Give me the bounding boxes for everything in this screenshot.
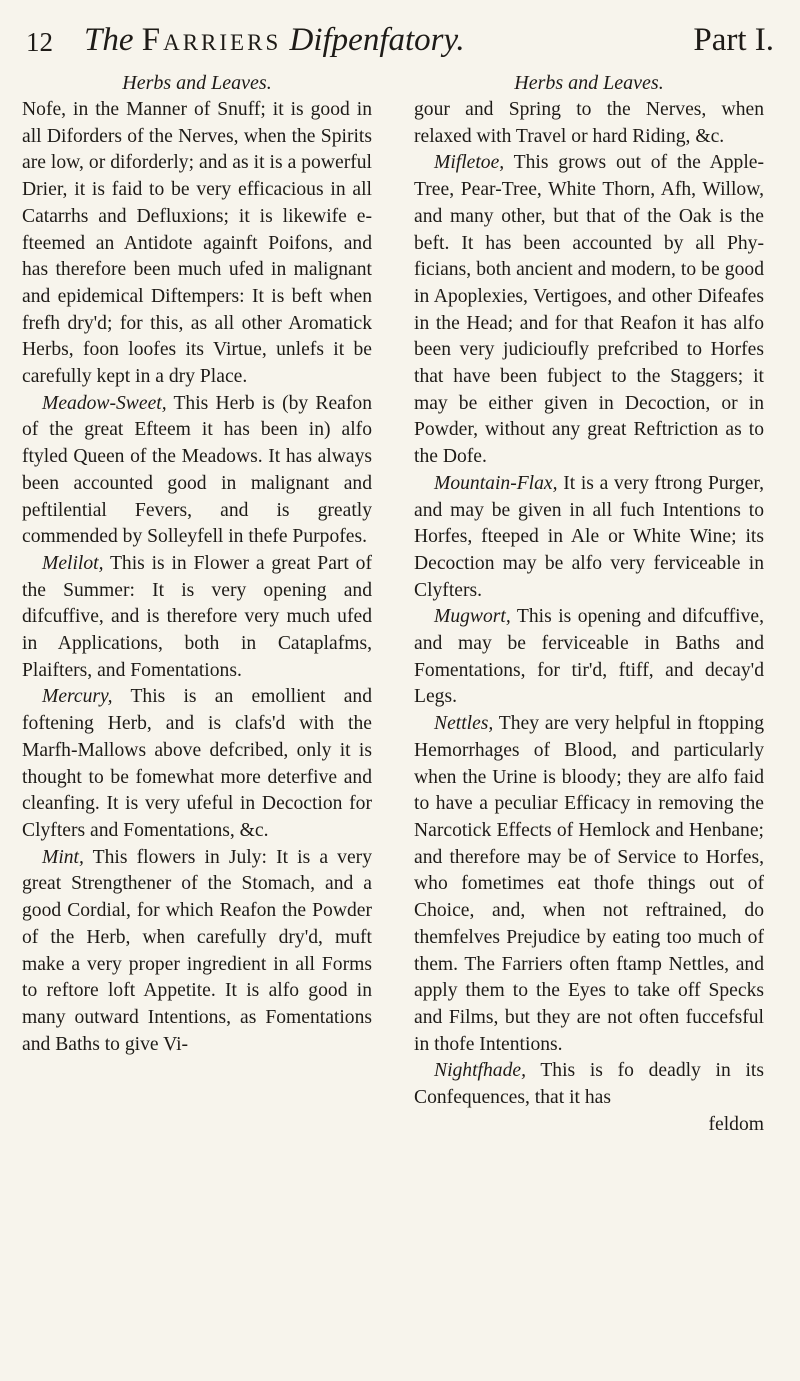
entry-mountain-flax bbox=[414, 471, 764, 605]
entry-text: This flowers in July: It is a very great Strengthener of the Stomach, and a good Cordial, for which Reafon the Powder of the Herb, when carefully dry'd, muft make a very proper ingredient in all Forms to reftore loft Appetite. It is alfo good in many outward Intentions, as Fomentations and Baths to give Vi- bbox=[22, 846, 372, 1055]
entry-mugwort bbox=[414, 604, 764, 711]
title-dispensatory: Difpenfatory. bbox=[289, 22, 465, 58]
entry-text: This Herb is (by Reafon of the great Efteem it has been in) alfo ftyled Queen of the Meadows. It has always been accounted good in malignant and peftilential Fevers, and is greatly commended by Solleyfell in thefe Purpofes. bbox=[22, 392, 372, 548]
continuation-paragraph: gour and Spring to the Nerves, when relaxed with Travel or hard Riding, &c. bbox=[414, 99, 764, 147]
entry-term: Meadow-Sweet, bbox=[42, 392, 167, 414]
title-the: The bbox=[84, 22, 134, 58]
entry-text: This is fo deadly in its Confequences, that it has bbox=[414, 1060, 764, 1109]
entry-mercury bbox=[22, 684, 372, 844]
catchword: feldom bbox=[708, 1113, 764, 1135]
entry-text: They are very helpful in ftopping Hemorrhages of Blood, and particularly when the Urine is bloody; they are alfo faid to have a peculiar Efficacy in removing the Narcotick Effects of Hemlock and Henbane; and therefore may be of Service to Horfes, who fometimes eat thofe things out of Choice, and, when not reftrained, do themfelves Prejudice by eating too much of them. The Farriers often ftamp Nettles, and apply them to the Eyes to take off Specks and Films, but they are not often fuccefsful in thofe Intentions. bbox=[414, 713, 764, 1055]
right-column-heading: Herbs and Leaves. bbox=[514, 72, 664, 94]
entry-nettles bbox=[414, 711, 764, 1058]
entry-text: This is in Flower a great Part of the Summer: It is very opening and difcuffive, and is therefore very much ufed in Applications, both in Cataplafms, Plaifters, and Fomentations. bbox=[22, 552, 372, 681]
entry-term: Mercury, bbox=[42, 686, 113, 708]
running-header bbox=[24, 18, 776, 62]
entry-meadow-sweet bbox=[22, 391, 372, 551]
entry-text: This is opening and difcuffive, and may be ferviceable in Baths and Fomentations, for tir'd, ftiff, and decay'd Legs. bbox=[414, 606, 764, 708]
entry-text: It is a very ftrong Purger, and may be given in all fuch Intentions to Horfes, fteeped in Ale or White Wine; its Decoction may be alfo very ferviceable in Clyfters. bbox=[414, 472, 764, 601]
entry-melilot bbox=[22, 551, 372, 685]
entry-nightshade bbox=[414, 1058, 764, 1111]
left-column-heading: Herbs and Leaves. bbox=[122, 72, 272, 94]
entry-term: Mint, bbox=[42, 846, 84, 868]
page-number: 12 bbox=[26, 27, 53, 57]
entry-term: Mifletoe, bbox=[434, 152, 505, 174]
entry-term: Mugwort, bbox=[434, 606, 511, 628]
entry-misletoe bbox=[414, 150, 764, 470]
entry-term: Melilot, bbox=[42, 552, 104, 574]
entry-text: This grows out of the Apple-Tree, Pear-Tree, White Thorn, Afh, Willow, and many other, but that of the Oak is the beft. It has been accounted by all Phyficians, both ancient and modern, to be good in Apoplexies, Vertigoes, and other Difeafes in the Head; and for that Reafon it has alfo been very judicioufly prefcribed to Horfes that have been fubject to the Staggers; it may be either given in Decoction, or in Powder, without any great Reftriction as to the Dofe. bbox=[414, 152, 764, 468]
entry-term: Nettles, bbox=[434, 713, 494, 735]
part-label: Part I. bbox=[693, 22, 774, 58]
entry-term: Nightfhade, bbox=[434, 1060, 526, 1082]
title-farriers: Farriers bbox=[141, 22, 282, 58]
left-column bbox=[22, 97, 372, 1379]
entry-text: This is an emollient and foftening Herb, and is clafs'd with the Marfh-Mallows above defcribed, only it is thought to be fomewhat more deterfive and cleanfing. It is very ufeful in Decoction for Clyfters and Fomentations, &c. bbox=[22, 686, 372, 841]
entry-mint bbox=[22, 845, 372, 1059]
continuation-paragraph: Nofe, in the Manner of Snuff; it is good in all Diforders of the Nerves, when the Spirits are low, or diforderly; and as it is a powerful Drier, it is faid to be very efficacious in all Catarrhs and Defluxions; it is likewife efteemed an Antidote againft Poifons, and has therefore been much ufed in malignant and epidemical Diftempers: It is beft when frefh dry'd; for this, as all other Aromatick Herbs, foon loofes its Virtue, unlefs it be carefully kept in a dry Place. bbox=[22, 99, 372, 388]
right-column bbox=[414, 97, 764, 1379]
running-title bbox=[84, 18, 465, 62]
entry-term: Mountain-Flax, bbox=[434, 472, 558, 494]
